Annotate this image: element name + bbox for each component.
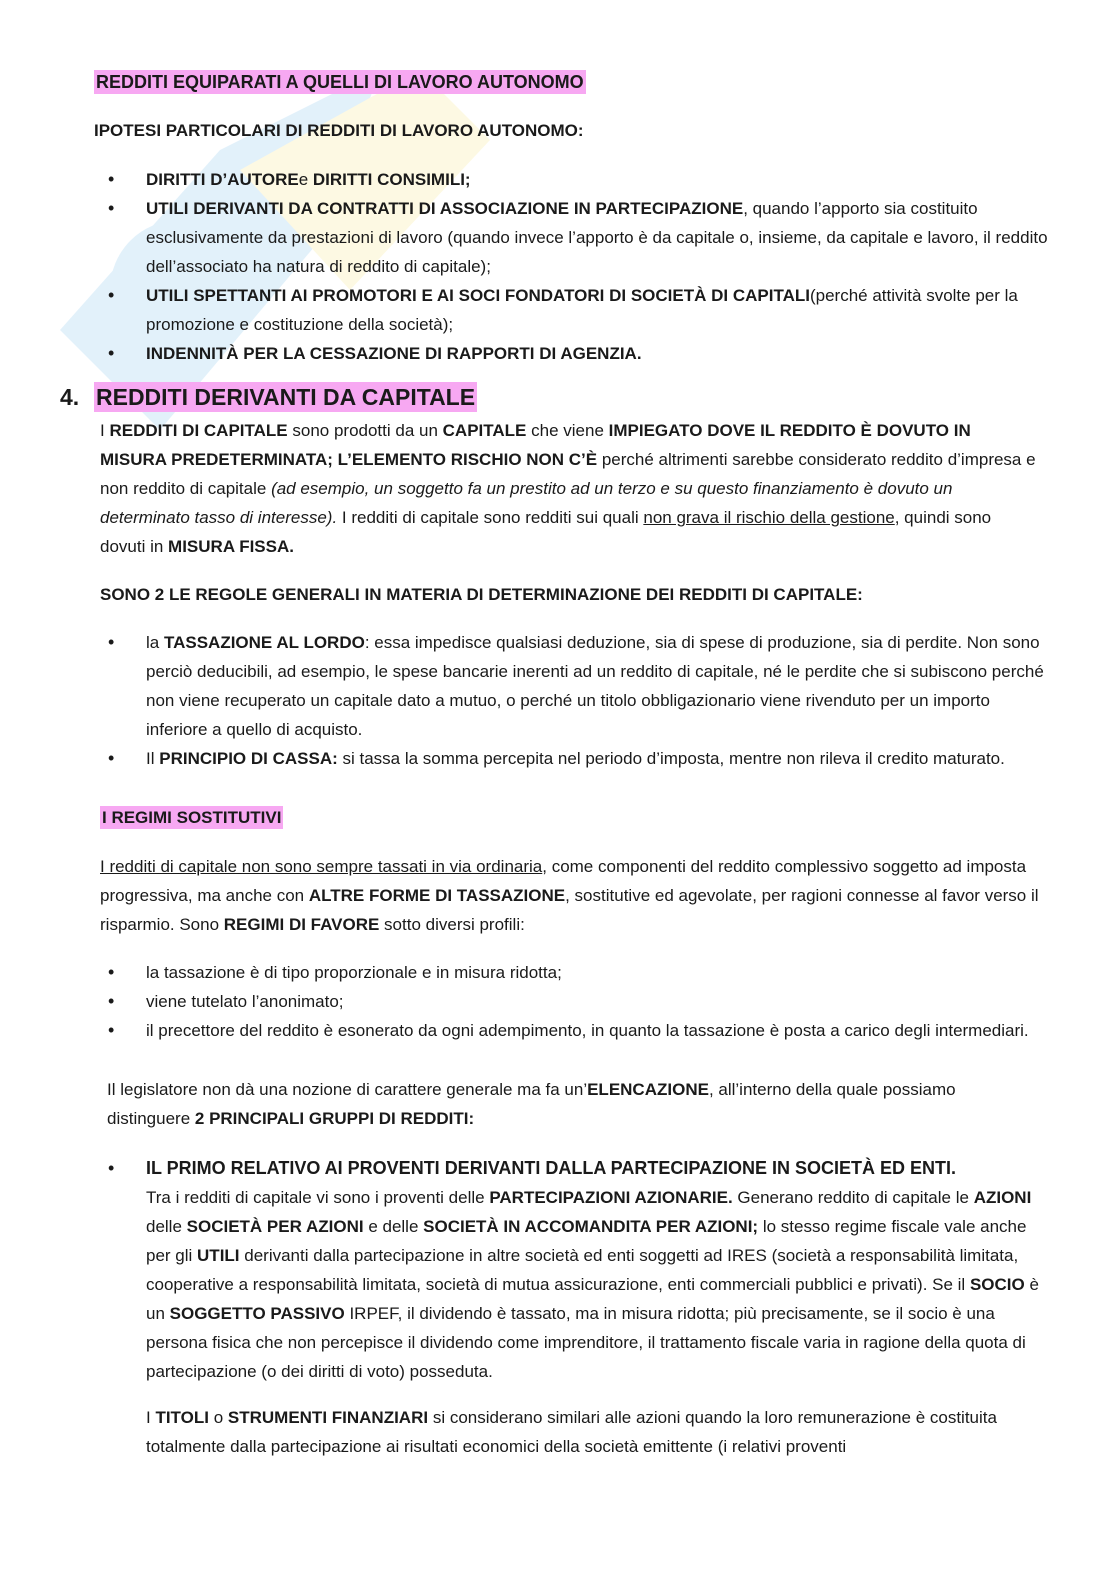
list-item: • la tassazione è di tipo proporzionale e in misura ridotta; [94,958,1044,987]
paragraph-regimi: I redditi di capitale non sono sempre tassati in via ordinaria, come componenti del reddito complessivo soggetto ad imposta progressiva, ma anche con ALTRE FORME DI TASSAZIONE, sostitutive ed agevolate, per ragioni connesse al favor verso il risparmio. Sono REGIMI DI FAVORE sotto diversi profili: [100,857,1039,934]
list-item: • DIRITTI D’AUTOREe DIRITTI CONSIMILI; [94,165,1054,194]
heading-equiparati: REDDITI EQUIPARATI A QUELLI DI LAVORO AUTONOMO [96,72,584,92]
list-lavoro-autonomo [94,165,1054,368]
list-item: • il precettore del reddito è esonerato da ogni adempimento, in quanto la tassazione è posta a carico degli intermediari. [94,1016,1044,1045]
paragraph-primo: Tra i redditi di capitale vi sono i proventi delle PARTECIPAZIONI AZIONARIE. Generano reddito di capitale le AZIONI delle SOCIETÀ PER AZIONI e delle SOCIETÀ IN ACCOMANDITA PER AZIONI; lo stesso regime fiscale vale anche per gli UTILI derivanti dalla partecipazione in altre società ed enti soggetti ad IRES (società a responsabilità limitata, cooperative a responsabilità limitata, società di mutua assicurazione, enti commerciali pubblici e privati). Se il SOCIO è un SOGGETTO PASSIVO IRPEF, il dividendo è tassato, ma in misura ridotta; più precisamente, se il socio è una persona fisica che non percepisce il dividendo come imprenditore, il trattamento fiscale varia in ragione della quota di partecipazione (o dei diritti di voto) posseduta. [146,1188,1039,1381]
list-item: • UTILI DERIVANTI DA CONTRATTI DI ASSOCIAZIONE IN PARTECIPAZIONE, quando l’apporto sia costituito esclusivamente da prestazioni di lavoro (quando invece l’apporto è da capitale o, insieme, da capitale e lavoro, il reddito dell’associato ha natura di reddito di capitale); [94,194,1054,281]
heading-regimi: I REGIMI SOSTITUTIVI [102,808,282,827]
list-item: • viene tutelato l’anonimato; [94,987,1044,1016]
subheading-ipotesi: IPOTESI PARTICOLARI DI REDDITI DI LAVORO AUTONOMO: [94,121,584,140]
paragraph-intro: I REDDITI DI CAPITALE sono prodotti da un CAPITALE che viene IMPIEGATO DOVE IL REDDITO È DOVUTO IN MISURA PREDETERMINATA; L’ELEMENTO RISCHIO NON C’È perché altrimenti sarebbe considerato reddito d’impresa e non reddito di capitale (ad esempio, un soggetto fa un prestito ad un terzo e su questo finanziamento è dovuto un determinato tasso di interesse). I redditi di capitale sono redditi sui quali non grava il rischio della gestione, quindi sono dovuti in MISURA FISSA. [100,421,1036,556]
list-item: • UTILI SPETTANTI AI PROMOTORI E AI SOCI FONDATORI DI SOCIETÀ DI CAPITALI(perché attività svolte per la promozione e costituzione della società); [94,281,1054,339]
list-regole [94,628,1044,773]
list-regimi [94,958,1044,1045]
paragraph-titoli: I TITOLI o STRUMENTI FINANZIARI si considerano similari alle azioni quando la loro remunerazione è costituita totalmente dalla partecipazione ai risultati economici della società emittente (i relativi proventi [146,1408,997,1456]
list-item: • INDENNITÀ PER LA CESSAZIONE DI RAPPORTI DI AGENZIA. [94,339,1054,368]
list-item: • la TASSAZIONE AL LORDO: essa impedisce qualsiasi deduzione, sia di spese di produzione, sia di perdite. Non sono perciò deducibili, ad esempio, le spese bancarie inerenti ad un reddito di capitale, né le perdite che si subiscono perché non viene recuperato un capitale dato a mutuo, o perché un titolo obbligazionario viene rivenduto per un importo inferiore a quello di acquisto. [94,628,1044,744]
list-item: • Il PRINCIPIO DI CASSA: si tassa la somma percepita nel periodo d’imposta, mentre non rileva il credito maturato. [94,744,1044,773]
subheading-regole: SONO 2 LE REGOLE GENERALI IN MATERIA DI DETERMINAZIONE DEI REDDITI DI CAPITALE: [100,585,863,604]
section-heading-4: 4. REDDITI DERIVANTI DA CAPITALE [60,384,476,410]
list-item: • IL PRIMO RELATIVO AI PROVENTI DERIVANTI DALLA PARTECIPAZIONE IN SOCIETÀ ED ENTI. Tra i redditi di capitale vi sono i proventi delle PARTECIPAZIONI AZIONARIE. Generano reddito di capitale le AZIONI delle SOCIETÀ PER AZIONI e delle SOCIETÀ IN ACCOMANDITA PER AZIONI; lo stesso regime fiscale vale anche per gli UTILI derivanti dalla partecipazione in altre società ed enti soggetti ad IRES (società a responsabilità limitata, cooperative a responsabilità limitata, società di mutua assicurazione, enti commerciali pubblici e privati). Se il SOCIO è un SOGGETTO PASSIVO IRPEF, il dividendo è tassato, ma in misura ridotta; più precisamente, se il socio è una persona fisica che non percepisce il dividendo come imprenditore, il trattamento fiscale varia in ragione della quota di partecipazione (o dei diritti di voto) posseduta. I TITOLI o STRUMENTI FINANZIARI si considerano similari alle azioni quando la loro remunerazione è costituita totalmente dalla partecipazione ai risultati economici della società emittente (i relativi proventi [94,1154,1049,1461]
paragraph-legislatore: Il legislatore non dà una nozione di carattere generale ma fa un’ELENCAZIONE, all’interno della quale possiamo distinguere 2 PRINCIPALI GRUPPI DI REDDITI: [107,1080,956,1128]
list-gruppi [94,1154,1049,1461]
